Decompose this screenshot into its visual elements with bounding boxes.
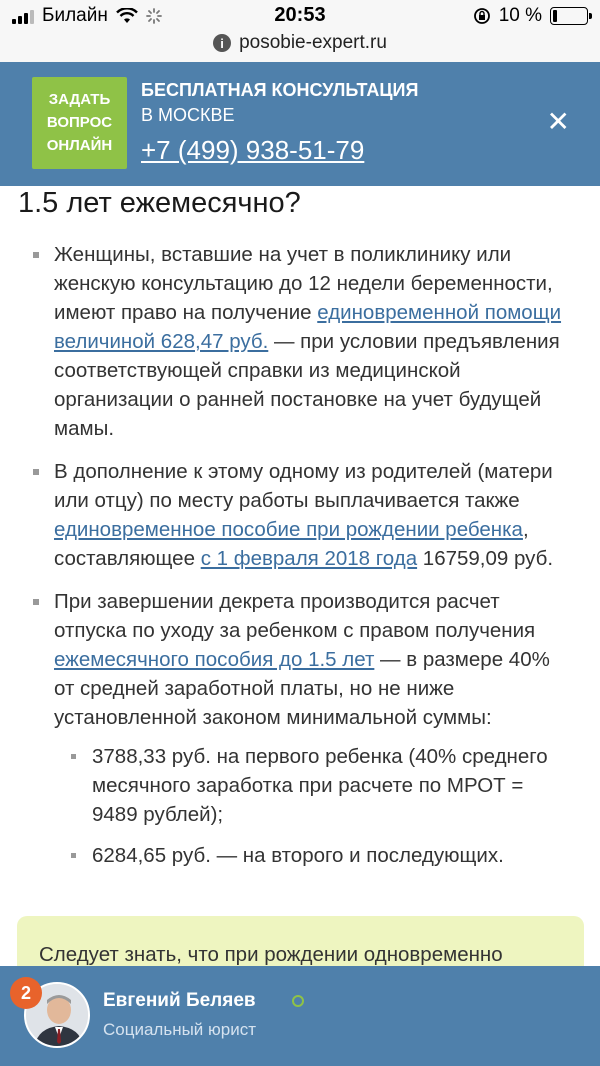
bullet-text: 16759,09 руб. xyxy=(417,547,554,570)
close-icon[interactable]: ✕ xyxy=(546,106,570,137)
url-domain[interactable]: posobie-expert.ru xyxy=(239,32,387,53)
list-item xyxy=(0,587,600,870)
info-icon[interactable]: i xyxy=(213,34,231,52)
note-text: Следует знать, что при рождении одновременно xyxy=(39,943,503,966)
ask-button-line-2: ВОПРОС xyxy=(46,114,113,131)
sub-list-item: 3788,33 руб. на первого ребенка (40% среднего месячного заработка при расчете по МРОТ = 9489 рублей); xyxy=(54,742,570,829)
bullet-text: , составляющее xyxy=(54,518,529,570)
status-bar xyxy=(0,0,600,30)
banner-title: БЕСПЛАТНАЯ КОНСУЛЬТАЦИЯ xyxy=(141,80,419,100)
clock: 20:53 xyxy=(274,4,326,26)
carrier-name: Билайн xyxy=(42,5,108,26)
phone-link[interactable]: +7 (499) 938-51-79 xyxy=(141,135,365,165)
monthly-allowance-link[interactable]: ежемесячного пособия до 1.5 лет xyxy=(54,648,375,671)
orientation-lock-icon xyxy=(473,7,491,25)
status-right xyxy=(473,5,588,27)
bullet-text: В дополнение к этому одному из родителей (матери или отцу) по месту работы выплачивается также xyxy=(54,460,553,512)
expert-chat-bar[interactable] xyxy=(0,966,600,1066)
bullet-text: Женщины, вставшие на учет в поликлинику или женскую консультацию до 12 недели беременности, имеют право на получение xyxy=(54,243,553,324)
bullet-text: При завершении декрета производится расчет отпуска по уходу за ребенком с правом получения xyxy=(54,590,536,642)
ask-button-line-3: ОНЛАЙН xyxy=(46,137,113,154)
list-item xyxy=(0,457,600,573)
sub-list xyxy=(54,742,570,870)
consultation-banner xyxy=(0,62,600,186)
expert-name: Евгений Беляев xyxy=(103,990,256,1011)
notification-badge: 2 xyxy=(10,977,42,1009)
ask-button-line-1: ЗАДАТЬ xyxy=(48,91,111,108)
article-content xyxy=(0,186,600,966)
ask-question-online-button[interactable] xyxy=(32,77,127,169)
battery-percent: 10 % xyxy=(498,5,542,26)
note-box xyxy=(17,916,584,966)
sub-list-item: 6284,65 руб. — на второго и последующих. xyxy=(54,841,570,870)
one-time-aid-link[interactable]: единовременной помощи величиной 628,47 руб. xyxy=(54,301,562,353)
expert-role: Социальный юрист xyxy=(103,1020,257,1039)
online-status-icon xyxy=(292,995,304,1007)
date-link[interactable]: с 1 февраля 2018 года xyxy=(200,547,418,570)
bullet-text: — при условии предъявления соответствующей справки из медицинской организации о ранней постановке на учет будущей мамы. xyxy=(54,330,560,440)
list-item xyxy=(0,240,600,443)
url-bar[interactable] xyxy=(0,30,600,62)
banner-subtitle: В МОСКВЕ xyxy=(141,105,235,125)
benefits-list xyxy=(0,240,600,884)
battery-icon xyxy=(550,7,588,25)
bullet-text: — в размере 40% от средней заработной платы, но не ниже установленной законом минимальной суммы: xyxy=(54,648,550,729)
birth-allowance-link[interactable]: единовременное пособие при рождении ребенка xyxy=(54,518,523,541)
section-heading: 1.5 лет ежемесячно? xyxy=(18,187,301,219)
